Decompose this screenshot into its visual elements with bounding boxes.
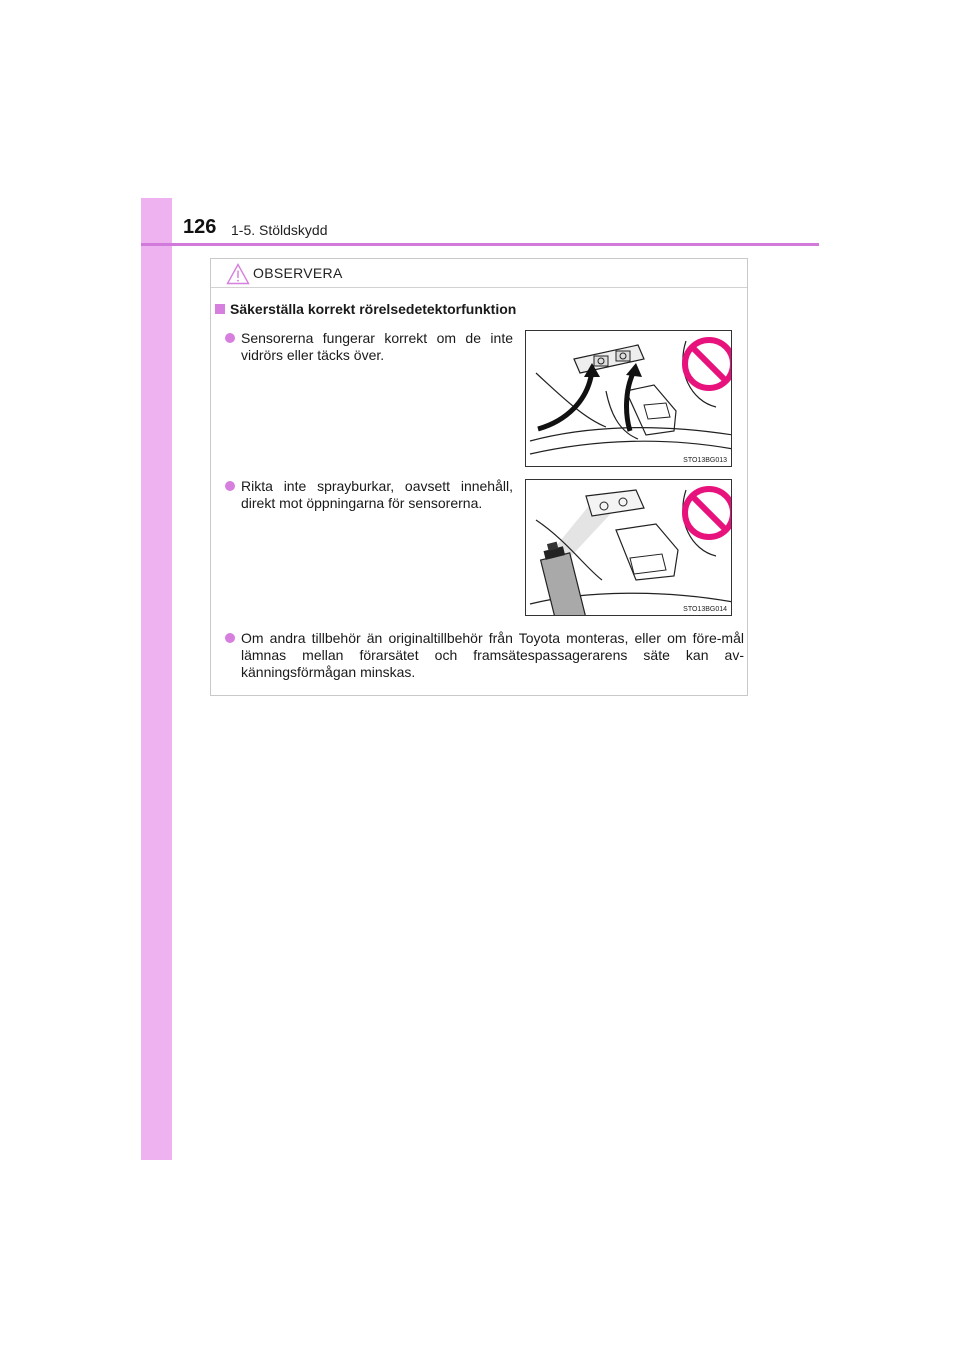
illustration-no-spray — [525, 479, 732, 616]
figure-code: STO13BG013 — [683, 457, 727, 464]
notice-box — [210, 258, 748, 696]
chapter-sidebar-tab — [141, 198, 172, 1160]
page-number: 126 — [183, 216, 217, 238]
square-bullet-icon — [215, 304, 225, 314]
bullet-text: Rikta inte sprayburkar, oavsett innehåll, direkt mot öppningarna för sensorerna. — [241, 478, 513, 511]
notice-header — [211, 259, 747, 288]
bullet-dot-icon — [225, 633, 235, 643]
bullet-dot-icon — [225, 481, 235, 491]
section-title: 1-5. Stöldskydd — [231, 222, 328, 238]
notice-label: OBSERVERA — [253, 265, 343, 281]
header-rule — [141, 243, 819, 246]
figure-code: STO13BG014 — [683, 606, 727, 613]
bullet-text: Sensorerna fungerar korrekt om de inte vidrörs eller täcks över. — [241, 330, 513, 363]
warning-triangle-icon — [226, 263, 250, 285]
bullet-item — [225, 330, 515, 370]
notice-subheading-text: Säkerställa korrekt rörelsedetektorfunktion — [230, 301, 517, 317]
bullet-dot-icon — [225, 333, 235, 343]
notice-subheading — [215, 301, 516, 317]
bullet-text: Om andra tillbehör än originaltillbehör från Toyota monteras, eller om före-mål lämnas mellan förarsätet och framsätespassagerarens säte kan av-känningsförmågan minskas. — [241, 630, 744, 680]
bullet-item — [225, 630, 745, 690]
spray-can-illustration — [526, 480, 732, 616]
sensor-touch-illustration — [526, 331, 732, 467]
bullet-item — [225, 478, 515, 518]
illustration-sensors-untouched — [525, 330, 732, 467]
